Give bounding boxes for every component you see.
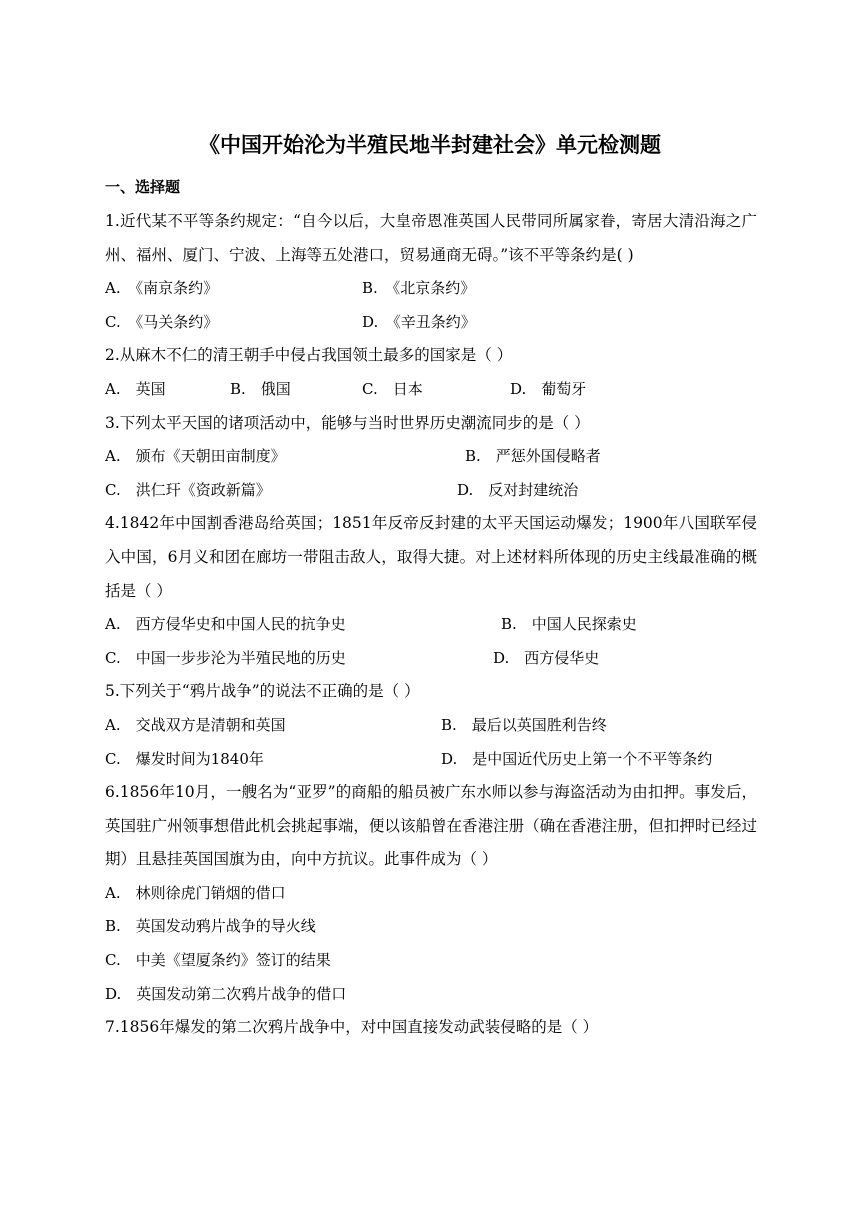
question-stem: 6.1856年10月，一艘名为“亚罗”的商船的船员被广东水师以参与海盗活动为由扣押。事发后，英国驻广州领事想借此机会挑起事端，便以该船曾在香港注册（确在香港注册，但扣押时已经过期）且悬挂英国国旗为由，向中方抗议。此事件成为（ ）	[105, 783, 757, 869]
answer-option: C. 洪仁玕《资政新篇》	[105, 480, 271, 499]
option-row	[105, 743, 757, 777]
answer-option: D. 《辛丑条约》	[362, 312, 476, 331]
question-4	[105, 507, 757, 675]
question-stem: 3.下列太平天国的诸项活动中，能够与当时世界历史潮流同步的是（ ）	[105, 413, 590, 432]
answer-option: A. 《南京条约》	[105, 279, 219, 298]
question-stem: 4.1842年中国割香港岛给英国；1851年反帝反封建的太平天国运动爆发；1900年八国联军侵入中国，6月义和团在廊坊一带阻击敌人，取得大捷。对上述材料所体现的历史主线最准确的概括是（ ）	[105, 514, 757, 600]
question-stem: 7.1856年爆发的第二次鸦片战争中，对中国直接发动武装侵略的是（ ）	[105, 1018, 599, 1037]
question-5	[105, 675, 757, 776]
option-row	[105, 608, 757, 642]
question-2	[105, 339, 757, 406]
answer-option: A. 交战双方是清朝和英国	[105, 715, 286, 734]
answer-option: B. 俄国	[230, 379, 291, 398]
question-3	[105, 407, 757, 508]
question-list	[105, 205, 757, 1045]
answer-option: A. 西方侵华史和中国人民的抗争史	[105, 615, 346, 634]
answer-option: B. 《北京条约》	[362, 279, 476, 298]
option-row	[105, 373, 757, 407]
option-row	[105, 642, 757, 676]
option-row	[105, 910, 757, 944]
answer-option: D. 葡萄牙	[510, 379, 587, 398]
answer-option: C. 《马关条约》	[105, 312, 219, 331]
option-row	[105, 474, 757, 508]
answer-option: A. 英国	[105, 379, 166, 398]
option-row	[105, 944, 757, 978]
question-6	[105, 776, 757, 1011]
answer-option: C. 爆发时间为1840年	[105, 749, 264, 768]
answer-option: C. 中国一步步沦为半殖民地的历史	[105, 648, 346, 667]
question-stem: 1.近代某不平等条约规定：“自今以后，大皇帝恩准英国人民带同所属家眷，寄居大清沿海之广州、福州、厦门、宁波、上海等五处港口，贸易通商无碍。”该不平等条约是( )	[105, 212, 757, 264]
answer-option: A. 林则徐虎门销烟的借口	[105, 883, 286, 902]
answer-option: D. 是中国近代历史上第一个不平等条约	[441, 749, 713, 768]
answer-option: D. 西方侵华史	[493, 648, 600, 667]
answer-option: A. 颁布《天朝田亩制度》	[105, 447, 286, 466]
answer-option: B. 严惩外国侵略者	[465, 447, 601, 466]
question-1	[105, 205, 757, 339]
answer-option: B. 最后以英国胜利告终	[441, 715, 607, 734]
question-stem: 2.从麻木不仁的清王朝手中侵占我国领土最多的国家是（ ）	[105, 346, 513, 365]
option-row	[105, 709, 757, 743]
option-row	[105, 877, 757, 911]
question-7	[105, 1011, 757, 1045]
page-title: 《中国开始沦为半殖民地半封建社会》单元检测题	[199, 133, 661, 157]
question-stem: 5.下列关于“鸦片战争”的说法不正确的是（ ）	[105, 682, 420, 701]
answer-option: C. 日本	[362, 379, 423, 398]
section-heading: 一、选择题	[105, 178, 181, 196]
answer-option: D. 反对封建统治	[457, 480, 579, 499]
option-row	[105, 306, 757, 340]
answer-option: B. 中国人民探索史	[501, 615, 637, 634]
option-row	[105, 440, 757, 474]
option-row	[105, 978, 757, 1012]
option-row	[105, 272, 757, 306]
answer-option: D. 英国发动第二次鸦片战争的借口	[105, 984, 347, 1003]
answer-option: C. 中美《望厦条约》签订的结果	[105, 951, 331, 970]
answer-option: B. 英国发动鸦片战争的导火线	[105, 917, 316, 936]
